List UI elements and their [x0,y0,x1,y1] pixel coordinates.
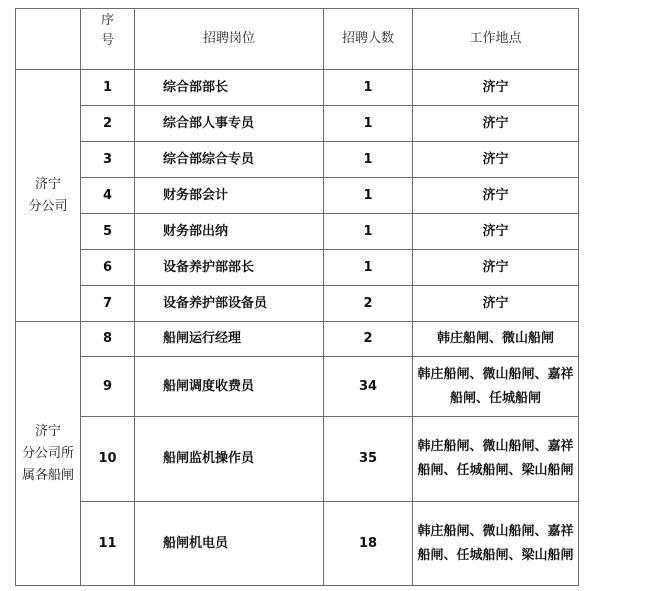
position-cell: 财务部会计 [135,178,324,214]
location-cell: 济宁 [413,250,579,286]
table-row [16,357,579,417]
location-cell: 济宁 [413,106,579,142]
header-row [16,9,579,70]
table-row [16,502,579,586]
count-cell: 1 [324,250,413,286]
location-cell: 济宁 [413,178,579,214]
location-cell: 韩庄船闸、微山船闸、嘉祥船闸、任城船闸、梁山船闸 [413,502,579,586]
table-row [16,417,579,502]
location-cell: 韩庄船闸、微山船闸、嘉祥船闸、任城船闸、梁山船闸 [413,417,579,502]
count-cell: 1 [324,178,413,214]
table-row [16,322,579,357]
position-cell: 综合部综合专员 [135,142,324,178]
branch-label-locks [16,322,81,586]
seq-header-line1: 序 [100,13,114,28]
table-row [16,106,579,142]
position-cell: 设备养护部设备员 [135,286,324,322]
location-cell: 济宁 [413,70,579,106]
position-cell: 船闸调度收费员 [135,357,324,417]
location-cell: 济宁 [413,214,579,250]
table-row [16,178,579,214]
position-cell: 设备养护部部长 [135,250,324,286]
seq-cell: 10 [81,417,135,502]
table-row [16,70,579,106]
count-cell: 2 [324,286,413,322]
count-cell: 2 [324,322,413,357]
count-cell: 1 [324,106,413,142]
seq-cell: 8 [81,322,135,357]
recruitment-table [15,8,579,586]
position-cell: 财务部出纳 [135,214,324,250]
seq-cell: 4 [81,178,135,214]
seq-header [81,9,135,70]
branch-label-line: 分公司所 [21,445,74,461]
location-cell: 韩庄船闸、微山船闸、嘉祥船闸、任城船闸 [413,357,579,417]
branch-label-line: 济宁 [34,176,61,192]
table-row [16,142,579,178]
seq-cell: 6 [81,250,135,286]
location-cell: 济宁 [413,142,579,178]
count-cell: 34 [324,357,413,417]
seq-cell: 7 [81,286,135,322]
seq-cell: 2 [81,106,135,142]
location-cell: 韩庄船闸、微山船闸 [413,322,579,357]
location-cell: 济宁 [413,286,579,322]
position-cell: 综合部部长 [135,70,324,106]
branch-label-jining [16,70,81,322]
count-cell: 1 [324,142,413,178]
seq-cell: 3 [81,142,135,178]
branch-label-line: 属各船闸 [21,467,74,483]
count-cell: 18 [324,502,413,586]
table-row [16,214,579,250]
seq-cell: 9 [81,357,135,417]
position-cell: 船闸监机操作员 [135,417,324,502]
position-header: 招聘岗位 [135,9,324,70]
branch-header-cell [16,9,81,70]
count-cell: 1 [324,214,413,250]
position-cell: 综合部人事专员 [135,106,324,142]
count-header: 招聘人数 [324,9,413,70]
seq-header-line2: 号 [100,33,114,48]
seq-cell: 5 [81,214,135,250]
table-row [16,286,579,322]
position-cell: 船闸运行经理 [135,322,324,357]
count-cell: 35 [324,417,413,502]
branch-label-line: 济宁 [34,423,61,439]
count-cell: 1 [324,70,413,106]
location-header: 工作地点 [413,9,579,70]
table-row [16,250,579,286]
seq-cell: 1 [81,70,135,106]
branch-label-line: 分公司 [28,198,68,214]
position-cell: 船闸机电员 [135,502,324,586]
seq-cell: 11 [81,502,135,586]
